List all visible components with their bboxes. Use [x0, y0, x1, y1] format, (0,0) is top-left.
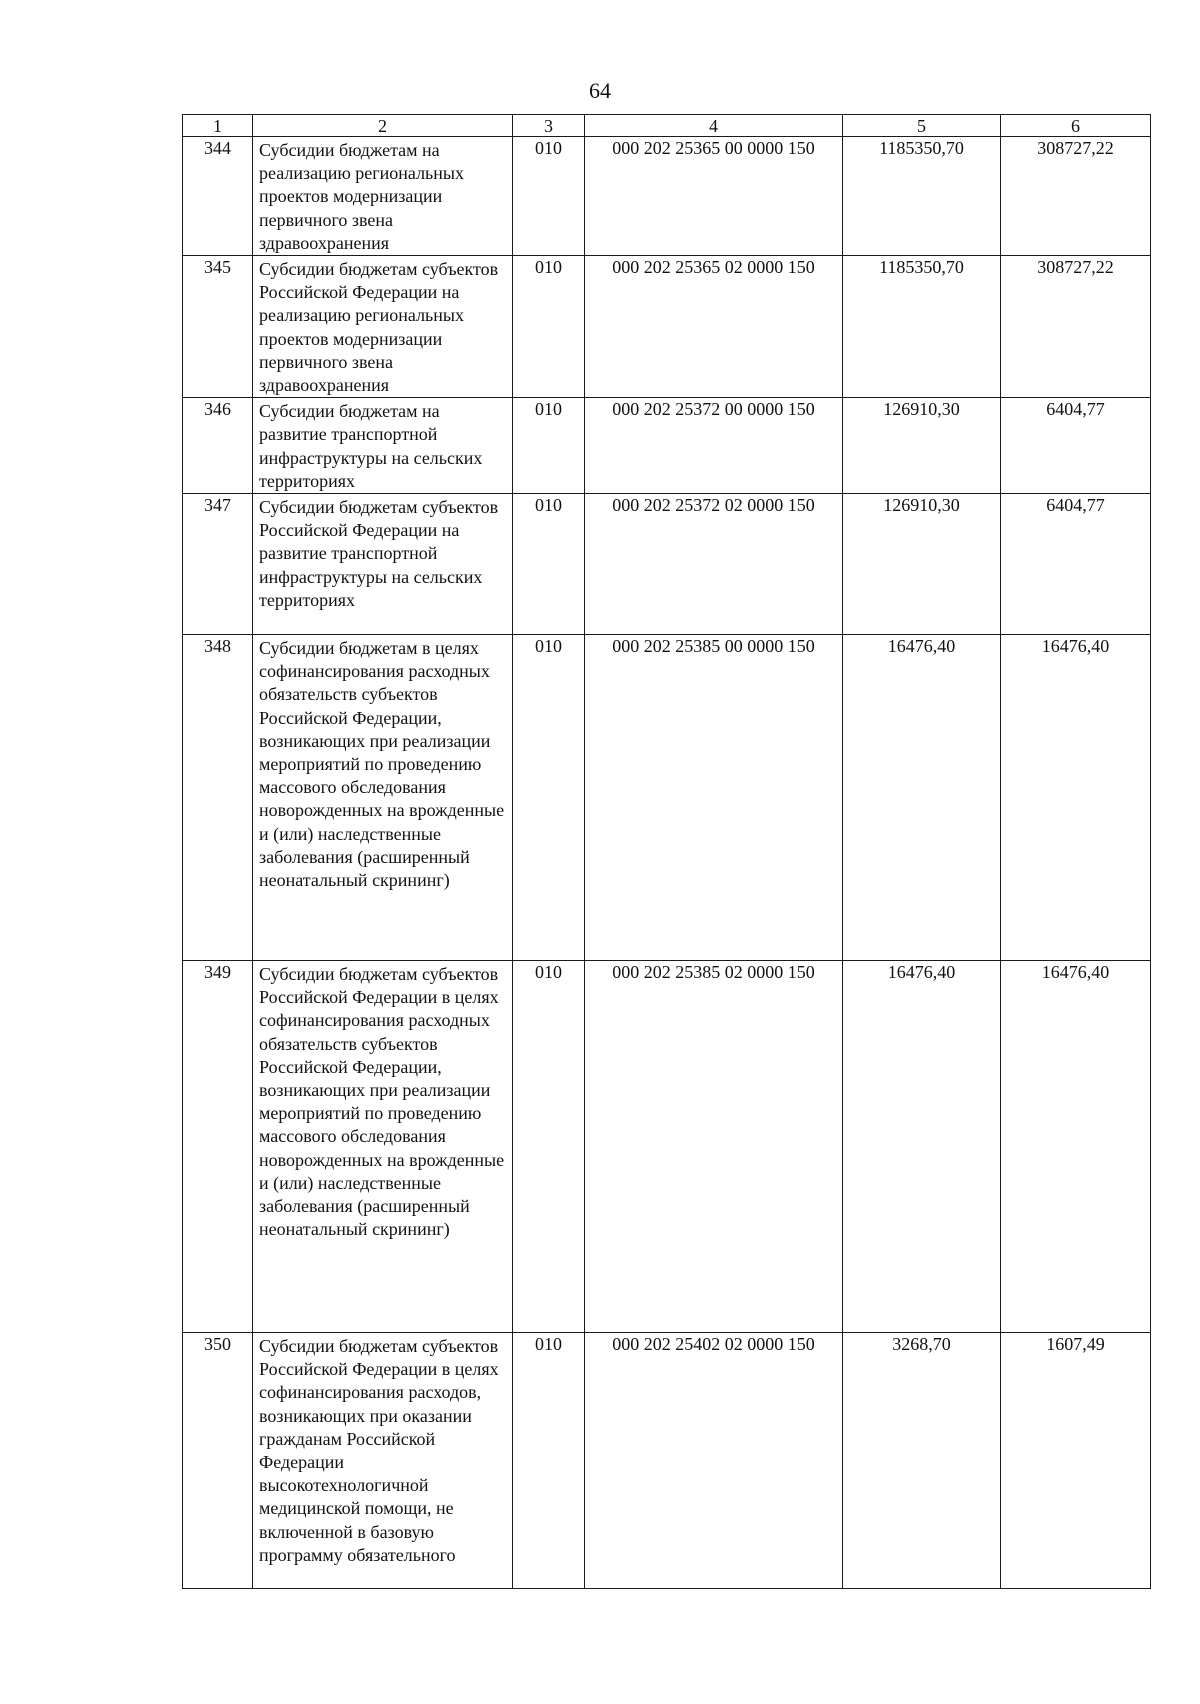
- column-header-3: 3: [513, 115, 585, 137]
- budget-table: [182, 114, 1151, 1589]
- page-number: 64: [589, 78, 611, 103]
- row-number: 346: [183, 398, 253, 494]
- row-value-6: 16476,40: [1001, 635, 1151, 961]
- row-admin-code: 010: [513, 256, 585, 398]
- row-value-5: 16476,40: [843, 635, 1001, 961]
- row-admin-code: 010: [513, 961, 585, 1333]
- row-value-6: 6404,77: [1001, 494, 1151, 635]
- column-header-4: 4: [585, 115, 843, 137]
- row-budget-code: 000 202 25372 00 0000 150: [585, 398, 843, 494]
- row-number: 350: [183, 1333, 253, 1589]
- table-row: [183, 961, 1151, 1333]
- row-number: 348: [183, 635, 253, 961]
- row-name-text: Субсидии бюджетам на развитие транспортной инфраструктуры на сельских территориях: [259, 401, 483, 491]
- row-name-text: Субсидии бюджетам субъектов Российской Федерации в целях софинансирования расходных обязательств субъектов Российской Федерации, возникающих при реализации мероприятий по проведению массового обследования новорожденных на врожденные и (или) наследственные заболевания (расширенный неонатальный скрининг): [259, 964, 505, 1240]
- row-value-5: 1185350,70: [843, 137, 1001, 256]
- row-name-text: Субсидии бюджетам в целях софинансирования расходных обязательств субъектов Российской Федерации, возникающих при реализации мероприятий по проведению массового обследования новорожденных на врожденные и (или) наследственные заболевания (расширенный неонатальный скрининг): [259, 638, 505, 891]
- table-header-row: [183, 115, 1151, 137]
- row-number: 344: [183, 137, 253, 256]
- row-value-5: 126910,30: [843, 494, 1001, 635]
- row-budget-code: 000 202 25365 00 0000 150: [585, 137, 843, 256]
- row-value-5: 16476,40: [843, 961, 1001, 1333]
- row-value-6: 308727,22: [1001, 137, 1151, 256]
- row-name: [253, 961, 513, 1333]
- row-budget-code: 000 202 25385 00 0000 150: [585, 635, 843, 961]
- row-name: [253, 1333, 513, 1589]
- row-name-text: Субсидии бюджетам субъектов Российской Федерации на реализацию региональных проектов модернизации первичного звена здравоохранения: [259, 259, 499, 396]
- column-header-2: 2: [253, 115, 513, 137]
- row-name: [253, 137, 513, 256]
- column-header-6: 6: [1001, 115, 1151, 137]
- row-admin-code: 010: [513, 635, 585, 961]
- row-value-6: 308727,22: [1001, 256, 1151, 398]
- row-name-text: Субсидии бюджетам субъектов Российской Федерации в целях софинансирования расходов, возникающих при оказании гражданам Российской Федерации высокотехнологичной медицинской помощи, не включенной в базовую программу обязательного: [259, 1336, 499, 1565]
- row-name-text: Субсидии бюджетам на реализацию региональных проектов модернизации первичного звена здравоохранения: [259, 140, 464, 253]
- row-budget-code: 000 202 25402 02 0000 150: [585, 1333, 843, 1589]
- table-row: [183, 256, 1151, 398]
- row-value-6: 16476,40: [1001, 961, 1151, 1333]
- row-budget-code: 000 202 25365 02 0000 150: [585, 256, 843, 398]
- row-value-5: 3268,70: [843, 1333, 1001, 1589]
- row-number: 349: [183, 961, 253, 1333]
- table-row: [183, 635, 1151, 961]
- row-value-5: 1185350,70: [843, 256, 1001, 398]
- row-name: [253, 256, 513, 398]
- table-row: [183, 494, 1151, 635]
- row-value-5: 126910,30: [843, 398, 1001, 494]
- table-row: [183, 1333, 1151, 1589]
- row-admin-code: 010: [513, 1333, 585, 1589]
- row-budget-code: 000 202 25385 02 0000 150: [585, 961, 843, 1333]
- row-name-text: Субсидии бюджетам субъектов Российской Федерации на развитие транспортной инфраструктуры на сельских территориях: [259, 497, 499, 610]
- row-budget-code: 000 202 25372 02 0000 150: [585, 494, 843, 635]
- row-admin-code: 010: [513, 398, 585, 494]
- table-row: [183, 137, 1151, 256]
- row-name: [253, 494, 513, 635]
- row-admin-code: 010: [513, 137, 585, 256]
- column-header-5: 5: [843, 115, 1001, 137]
- table-row: [183, 398, 1151, 494]
- row-number: 347: [183, 494, 253, 635]
- row-name: [253, 398, 513, 494]
- row-admin-code: 010: [513, 494, 585, 635]
- row-value-6: 1607,49: [1001, 1333, 1151, 1589]
- column-header-1: 1: [183, 115, 253, 137]
- row-value-6: 6404,77: [1001, 398, 1151, 494]
- row-name: [253, 635, 513, 961]
- row-number: 345: [183, 256, 253, 398]
